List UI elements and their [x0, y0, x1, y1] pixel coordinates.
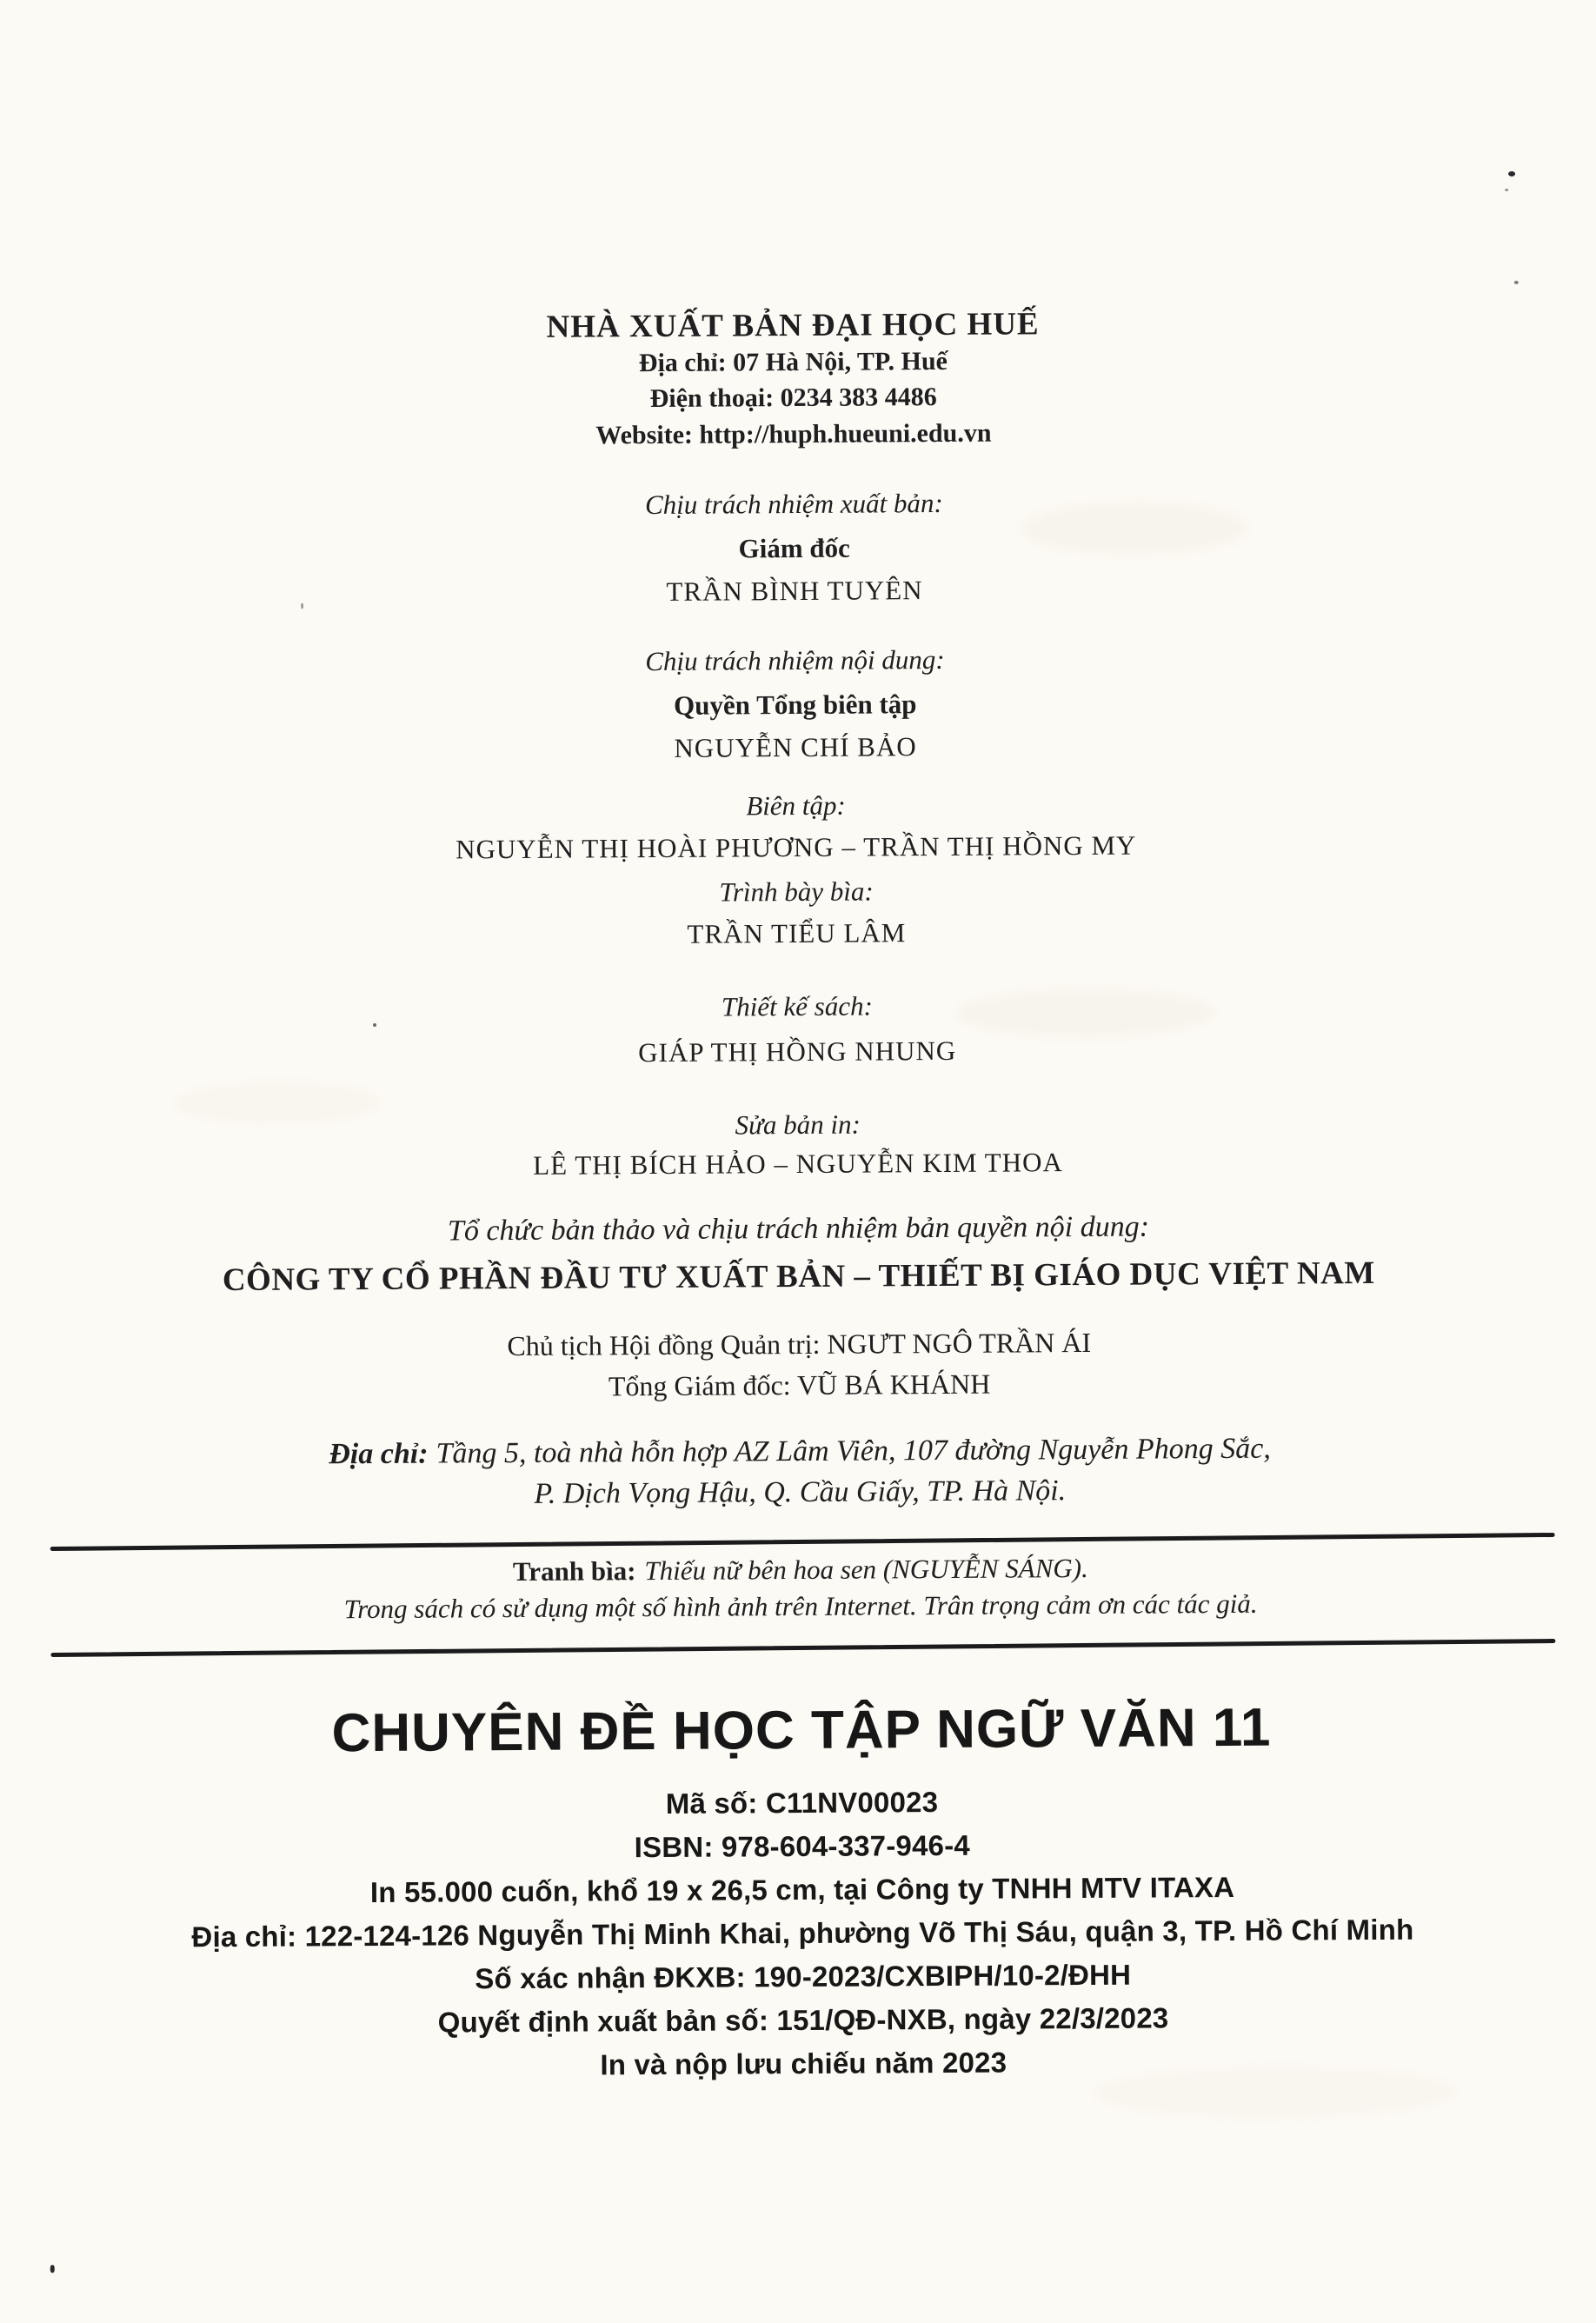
chief-editor-name: NGUYỄN CHÍ BẢO: [674, 731, 917, 763]
cover-layout-name: TRẦN TIỂU LÂM: [687, 917, 907, 949]
copyright-company-name: CÔNG TY CỔ PHẦN ĐẦU TƯ XUẤT BẢN – THIẾT BỊ GIÁO DỤC VIỆT NAM: [222, 1255, 1375, 1299]
director-title: Giám đốc: [738, 532, 850, 564]
ink-speck: [1514, 281, 1519, 284]
book-code: Mã số: C11NV00023: [665, 1786, 939, 1820]
publisher-address: Địa chỉ: 07 Hà Nội, TP. Huế: [638, 346, 948, 378]
cover-art-value: Thiếu nữ bên hoa sen (NGUYỄN SÁNG).: [644, 1552, 1088, 1587]
ink-speck: [50, 2265, 55, 2273]
company-address-line2: P. Dịch Vọng Hậu, Q. Cầu Giấy, TP. Hà Nội.: [534, 1474, 1067, 1510]
print-run-info: In 55.000 cuốn, khổ 19 x 26,5 cm, tại Công ty TNHH MTV ITAXA: [369, 1870, 1235, 1909]
divider-rule-top: [50, 1533, 1555, 1551]
editor-label: Biên tập:: [746, 789, 846, 822]
proofreading-names: LÊ THỊ BÍCH HẢO – NGUYỄN KIM THOA: [533, 1147, 1063, 1181]
legal-deposit-note: In và nộp lưu chiếu năm 2023: [600, 2046, 1007, 2081]
copyright-organizer-label: Tổ chức bản thảo và chịu trách nhiệm bản quyền nội dung:: [447, 1210, 1150, 1248]
ink-speck: [1505, 189, 1508, 191]
internet-images-note: Trong sách có sử dụng một số hình ảnh trên Internet. Trân trọng cảm ơn các tác giả.: [343, 1587, 1258, 1625]
registration-number: Số xác nhận ĐKXB: 190-2023/CXBIPH/10-2/ĐHH: [475, 1958, 1132, 1995]
cover-art-credit: [3, 1548, 1596, 1592]
company-chairman: Chủ tịch Hội đồng Quản trị: NGƯT NGÔ TRẦN ÁI: [507, 1326, 1092, 1362]
ink-speck: [1508, 171, 1515, 176]
ink-speck: [301, 602, 303, 609]
publisher-name: NHÀ XUẤT BẢN ĐẠI HỌC HUẾ: [546, 306, 1040, 345]
publisher-phone: Điện thoại: 0234 383 4486: [649, 383, 937, 414]
publishing-responsibility-label: Chịu trách nhiệm xuất bản:: [644, 487, 943, 521]
chief-editor-title: Quyền Tổng biên tập: [673, 689, 917, 721]
bleed-through-artifact: [955, 988, 1216, 1038]
divider-rule-bottom: [50, 1639, 1555, 1657]
book-design-name: GIÁP THỊ HỒNG NHUNG: [638, 1035, 957, 1068]
company-address-label: Địa chỉ:: [329, 1437, 429, 1471]
ink-speck: [373, 1023, 376, 1027]
company-address-line1: [2, 1428, 1596, 1475]
content-responsibility-label: Chịu trách nhiệm nội dung:: [645, 643, 945, 677]
proofreading-label: Sửa bản in:: [735, 1108, 861, 1141]
cover-art-label: Tranh bìa:: [512, 1555, 636, 1587]
book-title: CHUYÊN ĐỀ HỌC TẬP NGỮ VĂN 11: [331, 1697, 1272, 1764]
book-design-label: Thiết kế sách:: [721, 990, 873, 1022]
company-ceo: Tổng Giám đốc: VŨ BÁ KHÁNH: [608, 1368, 991, 1402]
cover-layout-label: Trình bày bìa:: [719, 875, 874, 908]
publisher-website: Website: http://huph.hueuni.edu.vn: [595, 418, 992, 450]
director-name: TRẦN BÌNH TUYÊN: [666, 575, 923, 607]
printer-address: Địa chỉ: 122-124-126 Nguyễn Thị Minh Khai, phường Võ Thị Sáu, quận 3, TP. Hồ Chí Minh: [191, 1913, 1414, 1954]
publishing-decision: Quyết định xuất bản số: 151/QĐ-NXB, ngày 22/3/2023: [437, 2001, 1169, 2039]
book-isbn: ISBN: 978-604-337-946-4: [634, 1828, 970, 1864]
company-address-value: Tầng 5, toà nhà hỗn hợp AZ Lâm Viên, 107 đường Nguyễn Phong Sắc,: [436, 1432, 1271, 1470]
editor-names: NGUYỄN THỊ HOÀI PHƯƠNG – TRẦN THỊ HỒNG MY: [456, 829, 1137, 865]
